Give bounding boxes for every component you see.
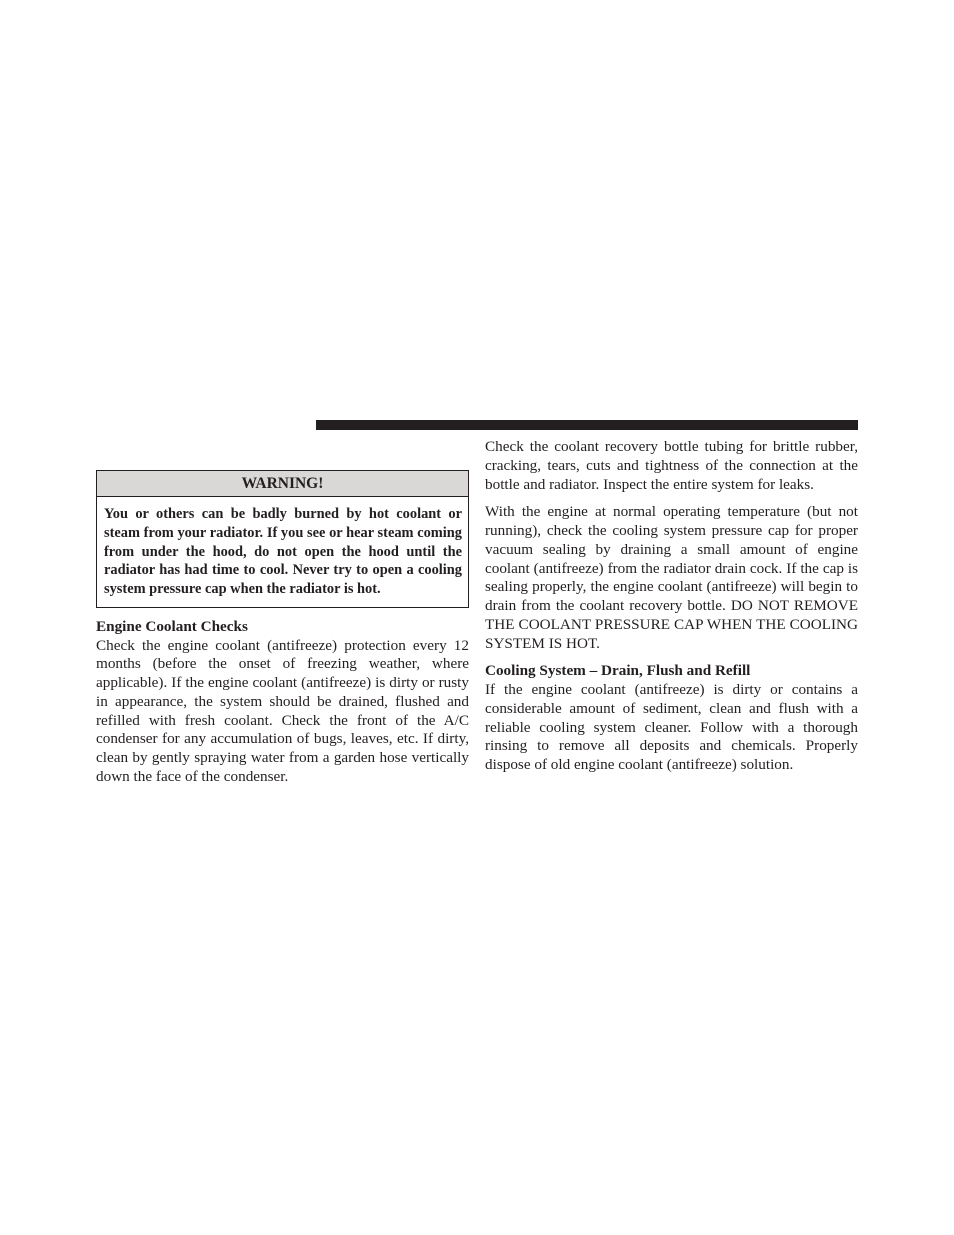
- pressure-cap-paragraph: With the engine at normal operating temperature (but not running), check the cooling system pressure cap for proper vacuum sealing by draining a small amount of engine coolant (antifreeze) from the radiator drain cock. If the cap is sealing properly, the engine coolant (antifreeze) will begin to drain from the coolant recovery bottle. DO NOT REMOVE THE COOLANT PRESSURE CAP WHEN THE COOLING SYSTEM IS HOT.: [485, 503, 858, 652]
- right-column: [485, 438, 858, 775]
- warning-title: WARNING!: [97, 471, 468, 497]
- engine-coolant-checks-heading: Engine Coolant Checks: [96, 617, 248, 635]
- cooling-system-heading: Cooling System – Drain, Flush and Refill: [485, 662, 751, 680]
- warning-box: [96, 470, 469, 608]
- recovery-bottle-paragraph: Check the coolant recovery bottle tubing for brittle rubber, cracking, tears, cuts and tightness of the connection at the bottle and radiator. Inspect the entire system for leaks.: [485, 438, 858, 493]
- header-rule: [316, 420, 858, 430]
- warning-body: You or others can be badly burned by hot coolant or steam from your radiator. If you see or hear steam coming from under the hood, do not open the hood until the radiator has had time to cool. Never try to open a cooling system pressure cap when the radiator is hot.: [104, 506, 462, 598]
- left-column: [96, 470, 469, 787]
- cooling-system-body: If the engine coolant (antifreeze) is dirty or contains a considerable amount of sediment, clean and flush with a reliable cooling system cleaner. Follow with a thorough rinsing to remove all deposits and chemicals. Properly dispose of old engine coolant (antifreeze) solution.: [485, 681, 858, 773]
- engine-coolant-checks-body: Check the engine coolant (antifreeze) protection every 12 months (before the onset of freezing weather, where applicable). If the engine coolant (antifreeze) is dirty or rusty in appearance, the system should be drained, flushed and refilled with fresh coolant. Check the front of the A/C condenser for any accumulation of bugs, leaves, etc. If dirty, clean by gently spraying water from a garden hose vertically down the face of the condenser.: [96, 636, 469, 785]
